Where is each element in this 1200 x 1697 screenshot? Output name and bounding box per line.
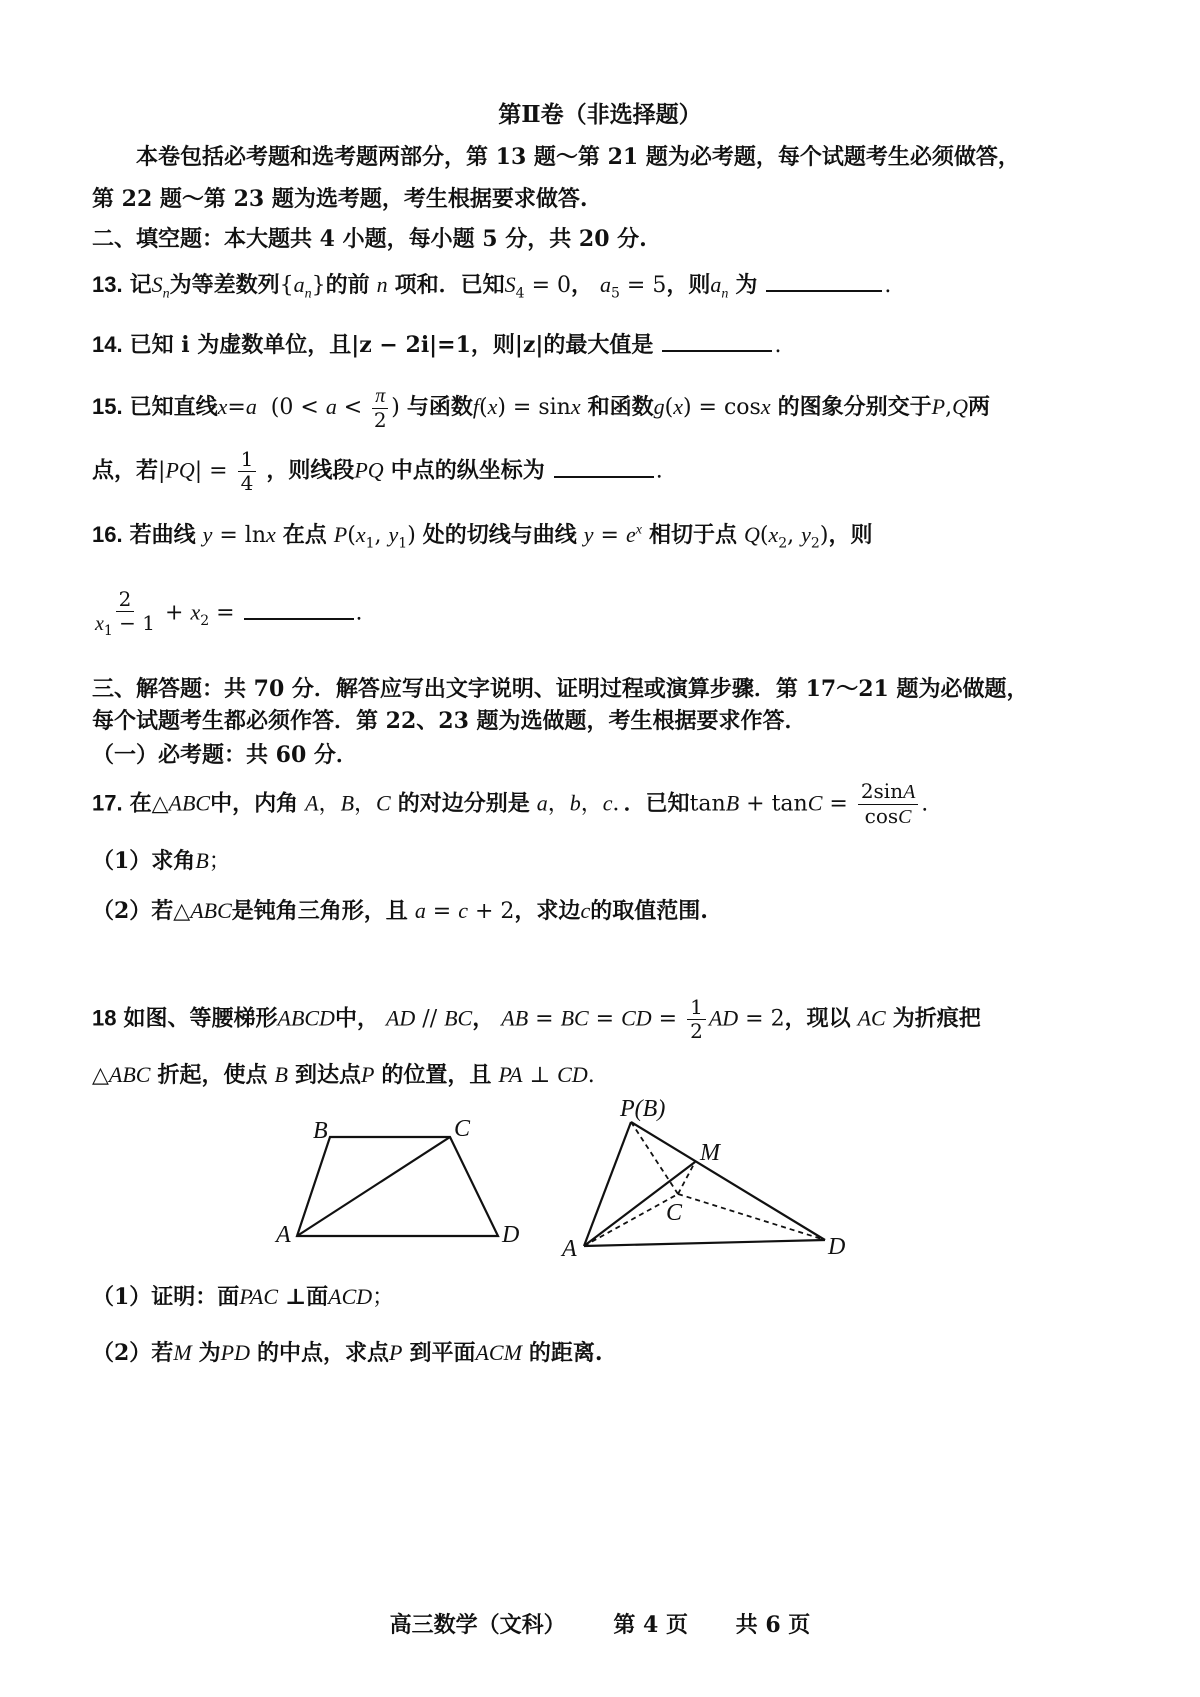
one-quarter-fraction: $\frac{1}{4}$ (238, 448, 257, 495)
part3-line-2: 每个试题考生都必须作答．第 22、23 题为选做题，考生根据要求作答． (92, 708, 807, 734)
label-C: C (454, 1116, 471, 1142)
question-18-line-2: △ABC 折起，使点 B 到达点P 的位置，且 PA ⊥ CD. (92, 1062, 595, 1088)
label-A-tetra: A (562, 1236, 577, 1262)
edge-AD (584, 1240, 825, 1246)
dashed-AC (584, 1194, 678, 1246)
section-title: 第Ⅱ卷（非选择题） (498, 101, 702, 128)
two-sinA-over-cosC-fraction: $\frac{2\sin A}{\cos C}$ (858, 780, 918, 829)
footer-page: 第 4 页 (613, 1612, 688, 1638)
question-16-line-1: 16. 若曲线 y = lnx 在点 $P(x_1$, $y_1$) 处的切线与曲线 $y = e^x$ 相切于点 $Q(x_2$, $y_2$)，则 (92, 522, 873, 552)
label-A: A (276, 1222, 291, 1248)
label-D-tetra: D (828, 1234, 846, 1260)
label-C-tetra: C (666, 1200, 683, 1226)
intro-line-2: 第 22 题～第 23 题为选考题，考生根据要求做答. (92, 186, 588, 212)
trapezoid-figure (297, 1137, 498, 1236)
answer-blank-13[interactable] (766, 290, 882, 292)
footer-subject: 高三数学（文科） (389, 1612, 566, 1638)
part2-heading: 二、填空题：本大题共 4 小题，每小题 5 分，共 20 分. (92, 226, 647, 252)
question-17-part-1: （1）求角B； (92, 848, 231, 874)
question-16-line-2: $\frac{2}{x_1 - 1}$ + $x_2$ = . (95, 587, 363, 639)
dashed-PC (631, 1122, 678, 1194)
question-18-line-1: 18 如图、等腰梯形ABCD中， AD // BC， AB = BC = CD = $\frac{1}{2}$ AD = 2，现以 AC 为折痕把 (92, 995, 981, 1043)
one-half-fraction: $\frac{1}{2}$ (687, 996, 706, 1043)
intro-line-1: 本卷包括必考题和选考题两部分，第 13 题～第 21 题为必考题，每个试题考生必须做答， (136, 144, 1020, 170)
answer-blank-14[interactable] (662, 350, 772, 352)
question-15-line-2: 点，若|PQ| = $\frac{1}{4}$ ，则线段PQ 中点的纵坐标为 . (92, 447, 663, 495)
question-14: 14. 已知 i 为虚数单位，且|z − 2i|=1，则|z|的最大值是 . (92, 332, 782, 358)
label-B: B (313, 1118, 328, 1144)
question-13: 13. 记$S_n$为等差数列$\{a_n\}$的前 n 项和．已知$S_4 = 0$， $a_5 = 5$，则$a_n$ 为 . (92, 272, 892, 302)
edge-PD (631, 1122, 825, 1240)
dashed-CD (678, 1194, 825, 1240)
answer-blank-15[interactable] (554, 476, 654, 478)
part3-line-1: 三、解答题：共 70 分．解答应写出文字说明、证明过程或演算步骤．第 17～21 题为必做题， (92, 676, 1029, 702)
label-D: D (502, 1222, 520, 1248)
page-footer (0, 1608, 1200, 1639)
question-17-part-2: （2）若△ABC是钝角三角形，且 a = c + 2，求边c的取值范围. (92, 898, 708, 924)
question-17: 17. 在△ABC中，内角 A，B，C 的对边分别是 a，b，c．．已知tanB + tanC = $\frac{2\sin A}{\cos C}$ . (92, 779, 929, 828)
question-18-part-2: （2）若M 为PD 的中点，求点P 到平面ACM 的距离. (92, 1340, 603, 1366)
pi-over-2-fraction: $\frac{\pi}{2}$ (373, 385, 387, 432)
label-M: M (700, 1140, 720, 1166)
two-over-x1-minus-1-fraction: $\frac{2}{x_1 - 1}$ (95, 587, 156, 639)
footer-total: 共 6 页 (735, 1612, 811, 1638)
question-15-line-1: 15. 已知直线x=a (0 < a < $\frac{\pi}{2}$ ) 与函数f(x) = sinx 和函数g(x) = cosx 的图象分别交于P,Q两 (92, 385, 990, 432)
part3-line-3: （一）必考题：共 60 分． (92, 742, 358, 768)
answer-blank-16[interactable] (244, 618, 354, 620)
dashed-CM (678, 1162, 695, 1194)
geometry-figures (0, 1090, 1200, 1270)
trapezoid-outline (297, 1137, 498, 1236)
diagonal-AC (297, 1137, 450, 1236)
label-P-B: P(B) (620, 1096, 666, 1122)
question-18-part-1: （1）证明：面PAC ⊥面ACD； (92, 1284, 395, 1310)
